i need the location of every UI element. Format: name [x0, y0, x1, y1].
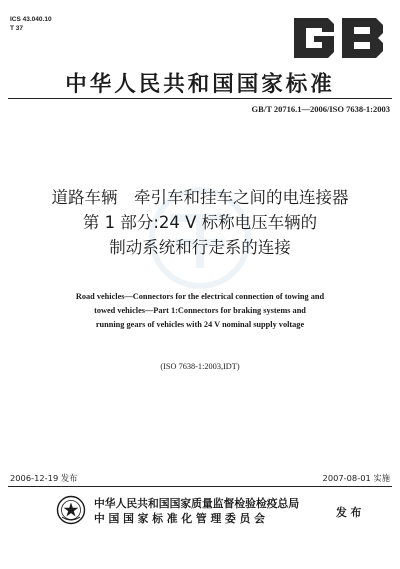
title-zh-line: 制动系统和行走系的连接 — [109, 238, 291, 257]
title-en-line: Road vehicles—Connectors for the electrical connection of towing and — [75, 292, 325, 301]
classification-codes — [10, 16, 52, 33]
ccs-code: T 37 — [10, 24, 24, 32]
gb-logo-icon — [288, 14, 388, 62]
logo-text: GB — [288, 14, 290, 15]
iso-equivalence: (ISO 7638-1:2003,IDT) — [160, 362, 240, 371]
title-en-line: towed vehicles—Part 1:Connectors for braking systems and — [94, 306, 306, 315]
title-english — [0, 290, 400, 332]
publisher-line: 中华人民共和国国家质量监督检验检疫总局 — [94, 497, 300, 510]
standard-number: GB/T 20716.1—2006/ISO 7638-1:2003 — [251, 104, 390, 114]
national-emblem-icon — [56, 495, 86, 525]
title-chinese — [0, 185, 400, 260]
publish-label: 发 布 — [336, 506, 362, 519]
implementation-date: 2007-08-01 实施 — [322, 473, 390, 483]
title-zh-line: 道路车辆 牵引车和挂车之间的电连接器 — [51, 188, 349, 207]
publisher — [94, 496, 299, 526]
title-zh-line: 第 1 部分:24 V 标称电压车辆的 — [82, 213, 318, 232]
footer-divider — [8, 486, 392, 487]
publisher-line: 中 国 国 家 标 准 化 管 理 委 员 会 — [94, 512, 265, 525]
ics-code: ICS 43.040.10 — [10, 16, 52, 23]
standard-type-title: 中华人民共和国国家标准 — [65, 72, 335, 97]
header-divider — [8, 98, 392, 99]
issue-date: 2006-12-19 发布 — [10, 473, 78, 483]
title-en-line: running gears of vehicles with 24 V nominal supply voltage — [95, 320, 305, 329]
